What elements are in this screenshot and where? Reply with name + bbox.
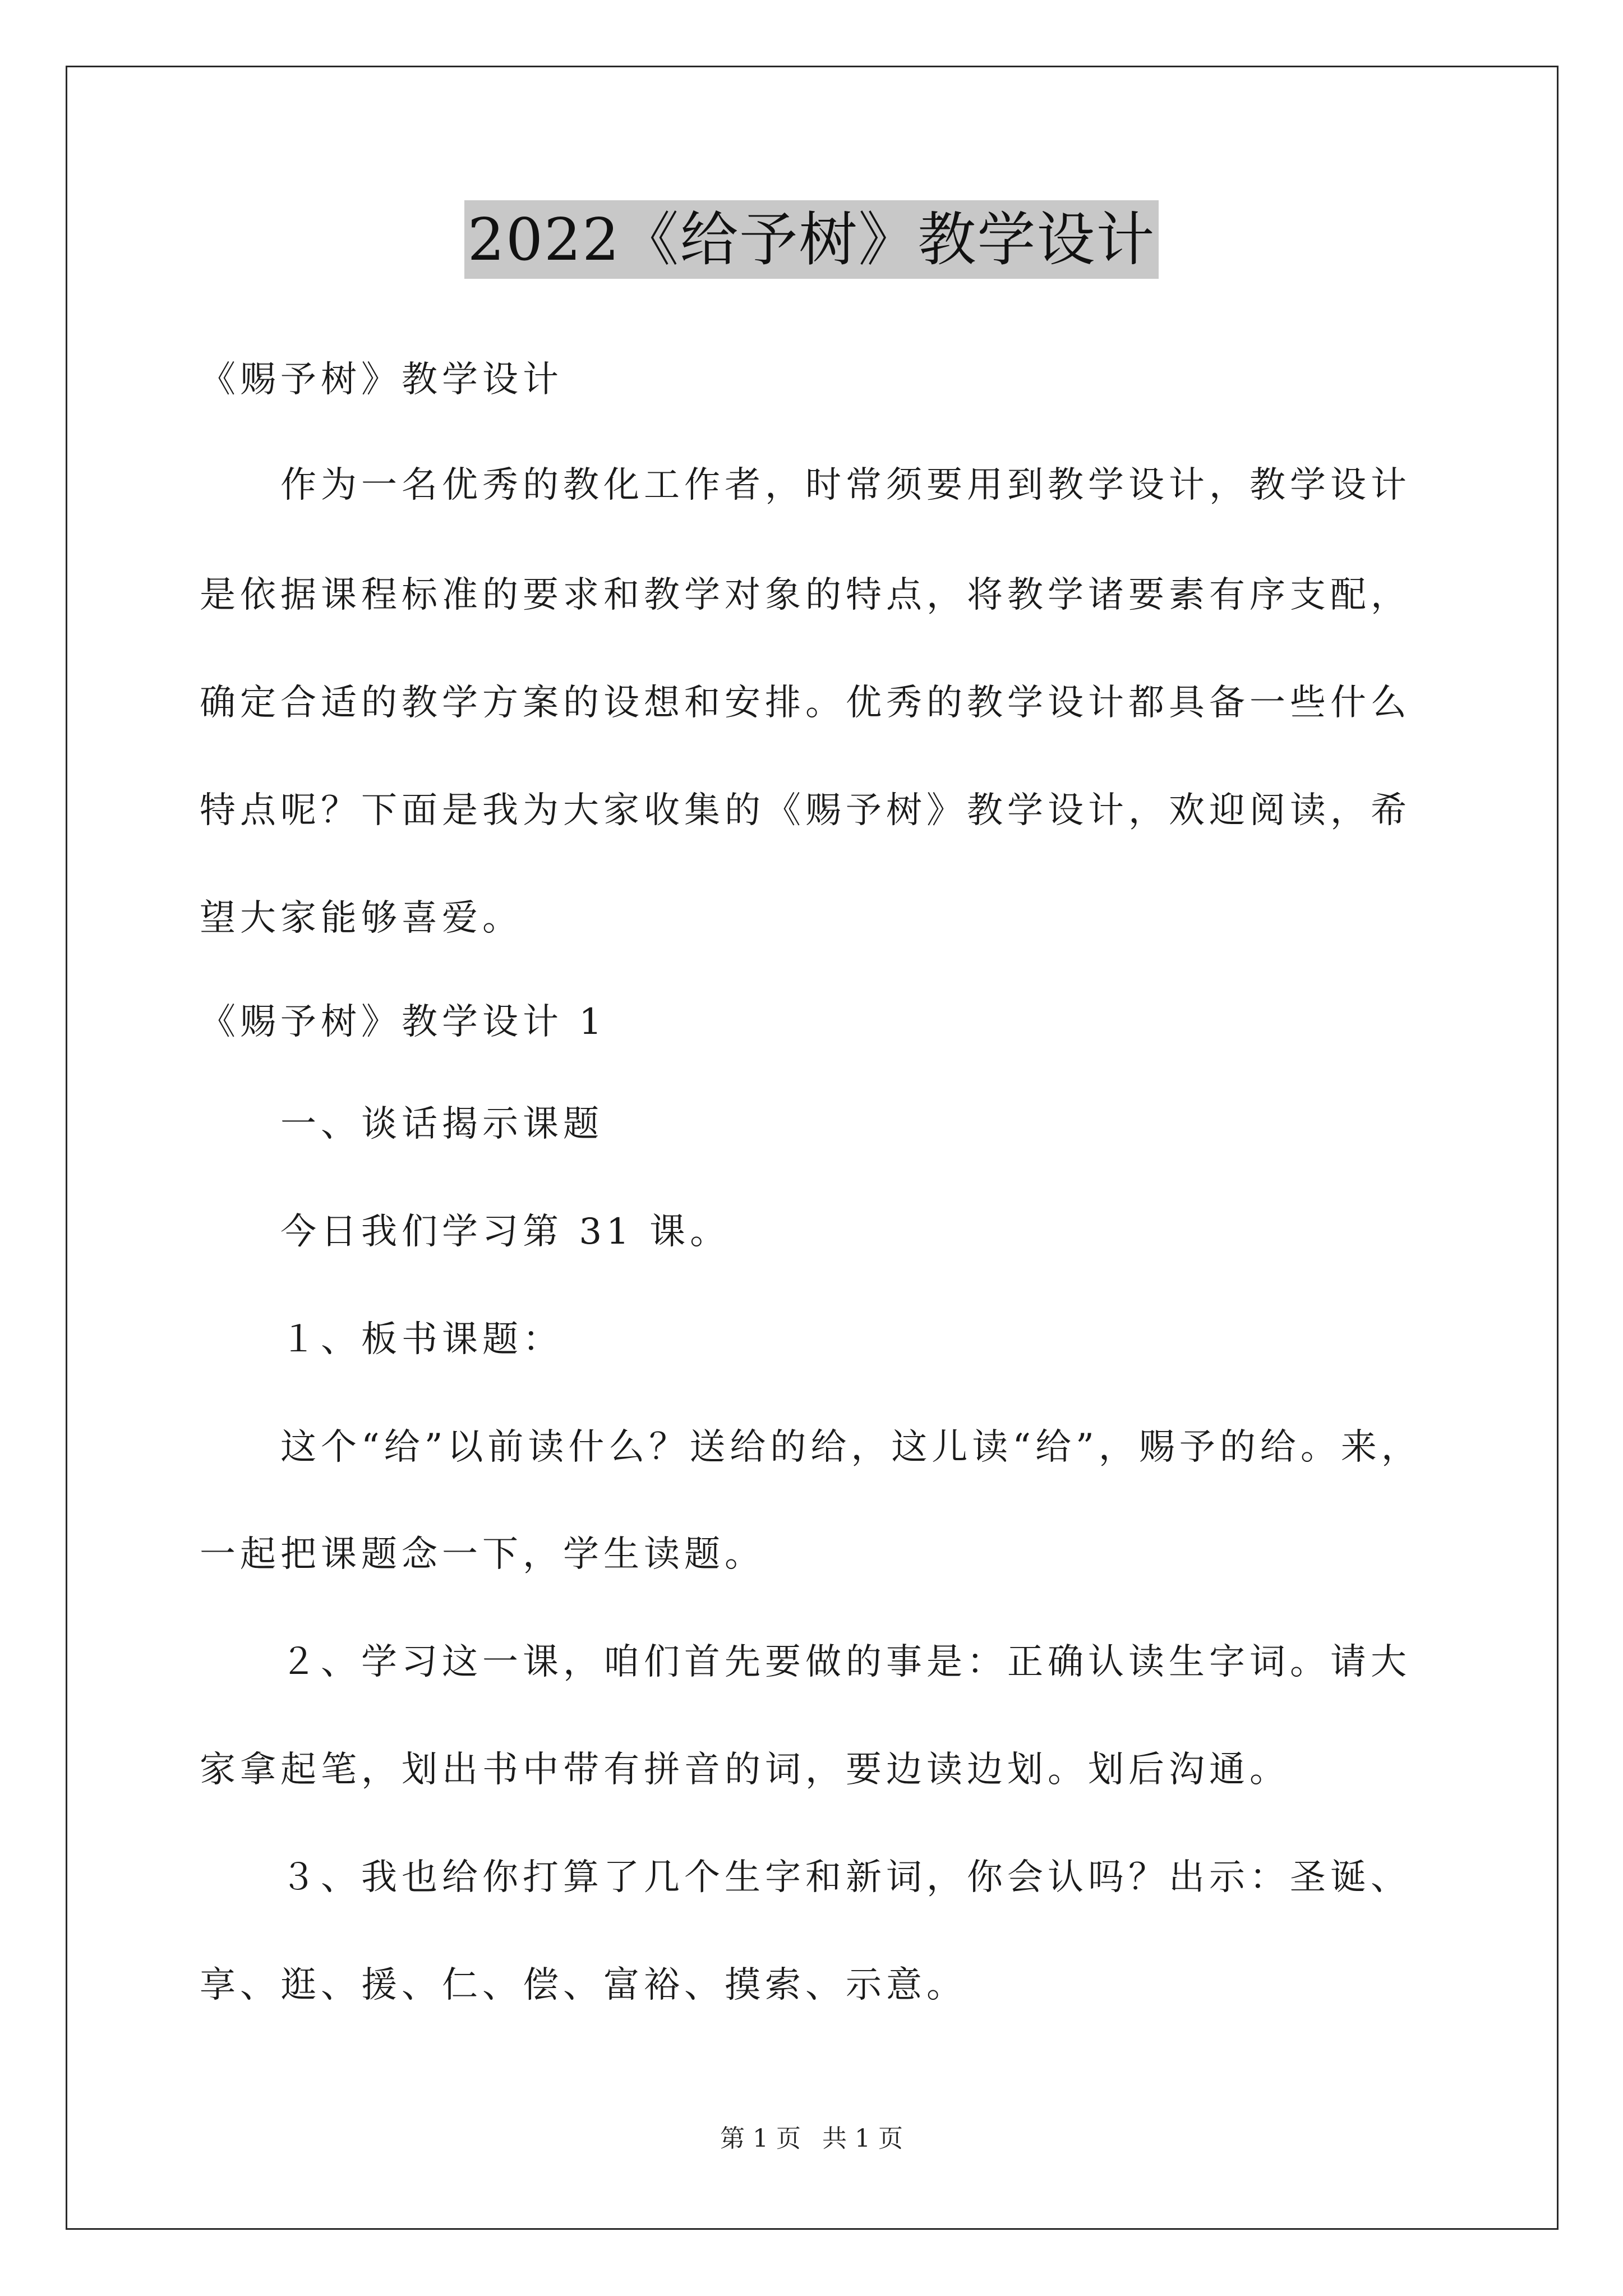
intro-line-3: 确定合适的教学方案的设想和安排。优秀的教学设计都具备一些什么 — [200, 682, 1411, 724]
page-total: 共 1 页 — [822, 2124, 903, 2153]
section-text: 今日我们学习第 31 课。 — [280, 1211, 731, 1253]
item1-title: １、板书课题： — [280, 1319, 563, 1360]
heading-gift-tree-1: 《赐予树》教学设计 1 — [200, 1001, 607, 1043]
title-container — [0, 200, 1623, 279]
item1-line-2: 一起把课题念一下，学生读题。 — [200, 1534, 765, 1575]
item2-line-1: ２、学习这一课，咱们首先要做的事是：正确认读生字词。请大 — [280, 1641, 1411, 1683]
page-footer — [0, 2123, 1623, 2155]
item1-line-1: 这个“给”以前读什么？送给的给，这儿读“给”，赐予的给。来， — [280, 1427, 1422, 1468]
item3-line-2: 享、逛、援、仁、偿、富裕、摸索、示意。 — [200, 1964, 967, 2006]
intro-line-1: 作为一名优秀的教化工作者，时常须要用到教学设计，教学设计 — [280, 464, 1411, 506]
intro-line-4: 特点呢？下面是我为大家收集的《赐予树》教学设计，欢迎阅读，希 — [200, 790, 1411, 831]
intro-line-2: 是依据课程标准的要求和教学对象的特点，将教学诸要素有序支配， — [200, 574, 1411, 616]
page-number: 第 1 页 — [720, 2124, 801, 2153]
heading-gift-tree: 《赐予树》教学设计 — [200, 359, 563, 401]
document-title: 2022《给予树》教学设计 — [464, 200, 1159, 279]
section-title: 一、谈话揭示课题 — [280, 1103, 603, 1145]
intro-line-5: 望大家能够喜爱。 — [200, 898, 523, 939]
item2-line-2: 家拿起笔，划出书中带有拼音的词，要边读边划。划后沟通。 — [200, 1749, 1290, 1791]
item3-line-1: ３、我也给你打算了几个生字和新词，你会认吗？出示：圣诞、 — [280, 1857, 1411, 1898]
